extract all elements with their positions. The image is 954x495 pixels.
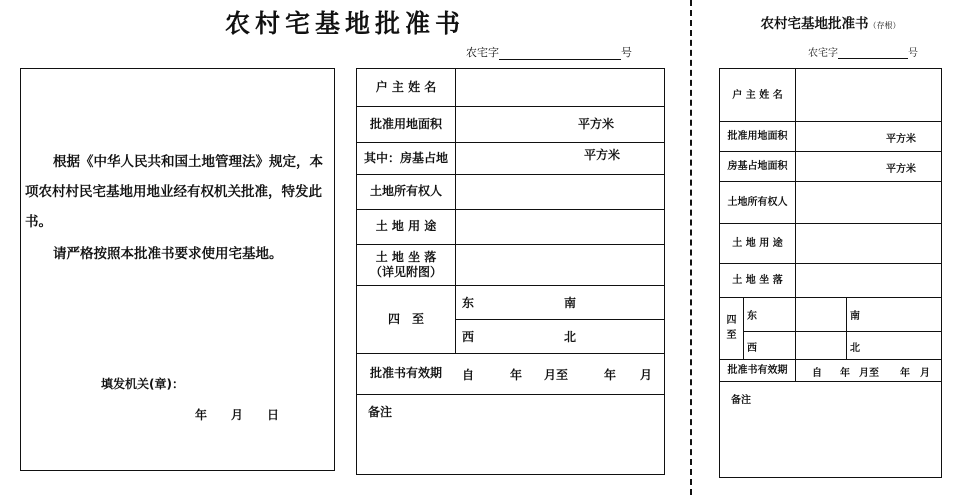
stub-title-note: （存根） — [868, 21, 901, 30]
stub-label-boundaries — [720, 297, 743, 359]
label-owner-name: 户 主 姓 名 — [375, 80, 437, 94]
east-label: 东 — [462, 296, 475, 310]
stub-number-line — [808, 44, 918, 59]
label-house-area: 其中：房基占地 — [363, 150, 448, 165]
land-owner-field[interactable] — [456, 174, 664, 209]
stub-west-label: 西 — [747, 343, 757, 354]
stub-east-field[interactable] — [744, 297, 846, 331]
stub-table — [719, 68, 942, 478]
notice-line-1: 根据《中华人民共和国土地管理法》规定，本 — [53, 154, 323, 170]
label-land-owner: 土地所有权人 — [369, 184, 442, 198]
stub-east-label: 东 — [747, 311, 757, 322]
label-location-line2: （详见附图） — [369, 264, 442, 279]
number-prefix: 农宅字 — [466, 46, 499, 59]
south-label: 南 — [564, 296, 577, 310]
north-label: 北 — [564, 330, 577, 344]
validity-year-from: 年 — [510, 368, 523, 382]
land-use-field[interactable] — [456, 209, 664, 244]
notice-line-3: 书。 — [25, 214, 52, 230]
west-label: 西 — [462, 330, 475, 344]
stub-location-field[interactable] — [796, 263, 941, 297]
remarks-label: 备注 — [368, 405, 393, 419]
label-land-location — [357, 244, 455, 285]
perforation-line — [690, 0, 692, 495]
owner-name-field[interactable] — [456, 69, 664, 106]
label-location-line1: 土 地 坐 落 — [375, 249, 437, 264]
stub-number-suffix: 号 — [908, 48, 918, 59]
house-area-unit: 平方米 — [584, 148, 621, 162]
validity-year-to: 年 — [604, 368, 617, 382]
stub-label-owner-name: 户 主 姓 名 — [732, 89, 783, 101]
stub-house-area-unit: 平方米 — [886, 164, 916, 175]
stub-house-area-field[interactable] — [796, 151, 941, 181]
notice-line-4: 请严格按照本批准书要求使用宅基地。 — [53, 246, 283, 262]
validity-field[interactable] — [456, 353, 664, 394]
stub-validity-month-end: 月 — [920, 368, 930, 379]
stub-label-location: 土 地 坐 落 — [732, 274, 783, 286]
issuing-authority-label: 填发机关(章)： — [101, 377, 184, 391]
stub-land-owner-field[interactable] — [796, 181, 941, 223]
stub-validity-field[interactable] — [796, 359, 941, 381]
validity-month-end: 月 — [640, 368, 653, 382]
label-boundaries: 四 至 — [387, 311, 424, 326]
notice-line-2: 项农村村民宅基地用地业经有权机关批准，特发此 — [25, 184, 322, 200]
stub-label-land-owner: 土地所有权人 — [727, 196, 788, 208]
stub-validity-year-from: 年 — [840, 368, 850, 379]
stub-validity-year-to: 年 — [900, 368, 910, 379]
stub-label-zhi: 至 — [726, 330, 737, 341]
remarks-field[interactable] — [357, 394, 664, 474]
issue-year: 年 — [195, 408, 208, 422]
number-suffix: 号 — [621, 46, 632, 59]
boundary-west-north-row[interactable] — [456, 319, 664, 353]
stub-number-prefix: 农宅字 — [808, 48, 838, 59]
certificate-title: 农村宅基地批准书 — [224, 9, 465, 38]
stub-north-label: 北 — [850, 343, 860, 354]
stub-number-blank[interactable] — [838, 58, 908, 59]
stub-south-label: 南 — [850, 311, 860, 322]
stub-title-text: 农村宅基地批准书 — [760, 16, 869, 32]
label-approved-area: 批准用地面积 — [369, 116, 442, 131]
stub-remarks-field[interactable] — [720, 381, 941, 477]
stub-label-si: 四 — [726, 315, 737, 326]
approved-area-field[interactable] — [456, 106, 664, 142]
stub-south-field[interactable] — [847, 297, 941, 331]
stub-owner-name-field[interactable] — [796, 69, 941, 121]
boundary-east-south-row[interactable] — [456, 285, 664, 319]
stub-north-field[interactable] — [847, 331, 941, 359]
certificate-number-line — [466, 44, 632, 60]
validity-from: 自 — [462, 368, 475, 382]
stub-west-field[interactable] — [744, 331, 846, 359]
stub-label-validity: 批准书有效期 — [727, 364, 788, 376]
stub-land-use-field[interactable] — [796, 223, 941, 263]
validity-month-to: 月至 — [544, 368, 569, 382]
stub-label-approved-area: 批准用地面积 — [727, 130, 788, 142]
stub-label-land-use: 土 地 用 途 — [732, 237, 783, 249]
stub-validity-from: 自 — [812, 368, 822, 379]
issue-month: 月 — [231, 408, 244, 422]
label-land-use: 土 地 用 途 — [375, 219, 437, 233]
house-area-field[interactable] — [456, 142, 664, 174]
label-validity: 批准书有效期 — [369, 366, 442, 380]
land-location-field[interactable] — [456, 244, 664, 285]
issue-day: 日 — [267, 408, 280, 422]
stub-remarks-label: 备注 — [731, 395, 751, 406]
stub-approved-area-field[interactable] — [796, 121, 941, 151]
stub-label-house-area: 房基占地面积 — [727, 160, 788, 172]
approved-area-unit: 平方米 — [578, 117, 615, 131]
number-blank[interactable] — [499, 59, 621, 60]
notice-panel — [20, 68, 335, 471]
stub-validity-month-to: 月至 — [859, 368, 879, 379]
stub-title — [719, 12, 942, 32]
certificate-table — [356, 68, 665, 475]
stub-approved-area-unit: 平方米 — [886, 134, 916, 145]
